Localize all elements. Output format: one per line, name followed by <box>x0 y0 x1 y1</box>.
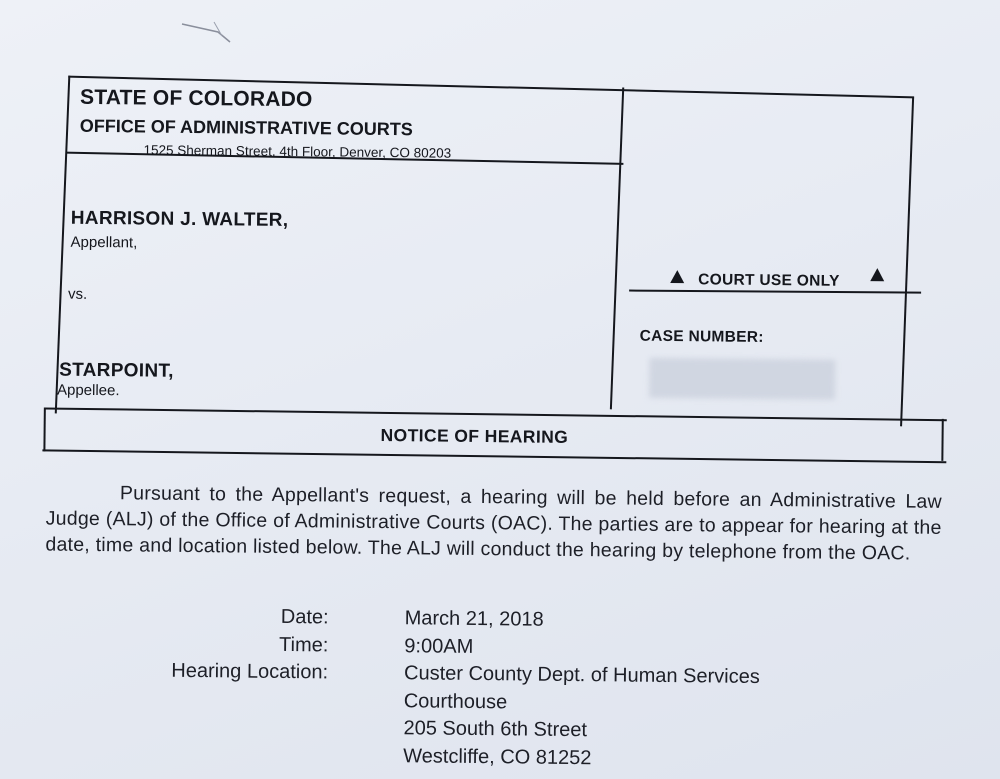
location-label: Hearing Location: <box>171 659 329 684</box>
case-number-label: CASE NUMBER: <box>639 327 764 346</box>
appellee-role: Appellee. <box>56 381 120 400</box>
column-divider <box>610 87 624 409</box>
date-label: Date: <box>280 605 329 629</box>
location-line-1: Custer County Dept. of Human Services <box>403 662 760 688</box>
office-address: 1525 Sherman Street, 4th Floor, Denver, CO 80203 <box>143 142 452 161</box>
caption-bottom-line <box>45 407 947 421</box>
case-number-redacted <box>649 358 835 400</box>
hearing-details <box>55 604 937 778</box>
location-line-3: 205 South 6th Street <box>403 717 588 742</box>
notice-row-left <box>43 407 45 451</box>
appellant-role: Appellant, <box>70 233 138 252</box>
up-arrow-icon <box>670 270 684 283</box>
case-caption-box <box>42 75 946 462</box>
notice-title: NOTICE OF HEARING <box>380 424 569 447</box>
office-heading: OFFICE OF ADMINISTRATIVE COURTS <box>79 115 413 140</box>
court-use-divider <box>629 290 921 294</box>
time-label: Time: <box>279 633 329 656</box>
date-value: March 21, 2018 <box>404 607 544 631</box>
caption-border-right <box>900 97 914 427</box>
notice-body-paragraph: Pursuant to the Appellant's request, a hearing will be held before an Administrative Law Judge (ALJ) of the Office of Administrative Courts (OAC). The parties are to appear for hearing at the date, time and location listed below. The ALJ will conduct the hearing by telephone from the OAC. <box>45 482 943 565</box>
location-line-4: Westcliffe, CO 81252 <box>403 744 592 769</box>
time-value: 9:00AM <box>404 634 474 658</box>
notice-row-right <box>941 419 943 461</box>
location-line-2: Courthouse <box>403 689 508 713</box>
versus-label: vs. <box>67 285 88 303</box>
court-use-only-label: COURT USE ONLY <box>698 271 840 290</box>
up-arrow-icon <box>870 268 884 281</box>
state-heading: STATE OF COLORADO <box>79 85 313 112</box>
appellant-name: HARRISON J. WALTER, <box>70 207 289 231</box>
appellee-name: STARPOINT, <box>59 359 174 382</box>
notice-row-bottom <box>42 449 946 463</box>
